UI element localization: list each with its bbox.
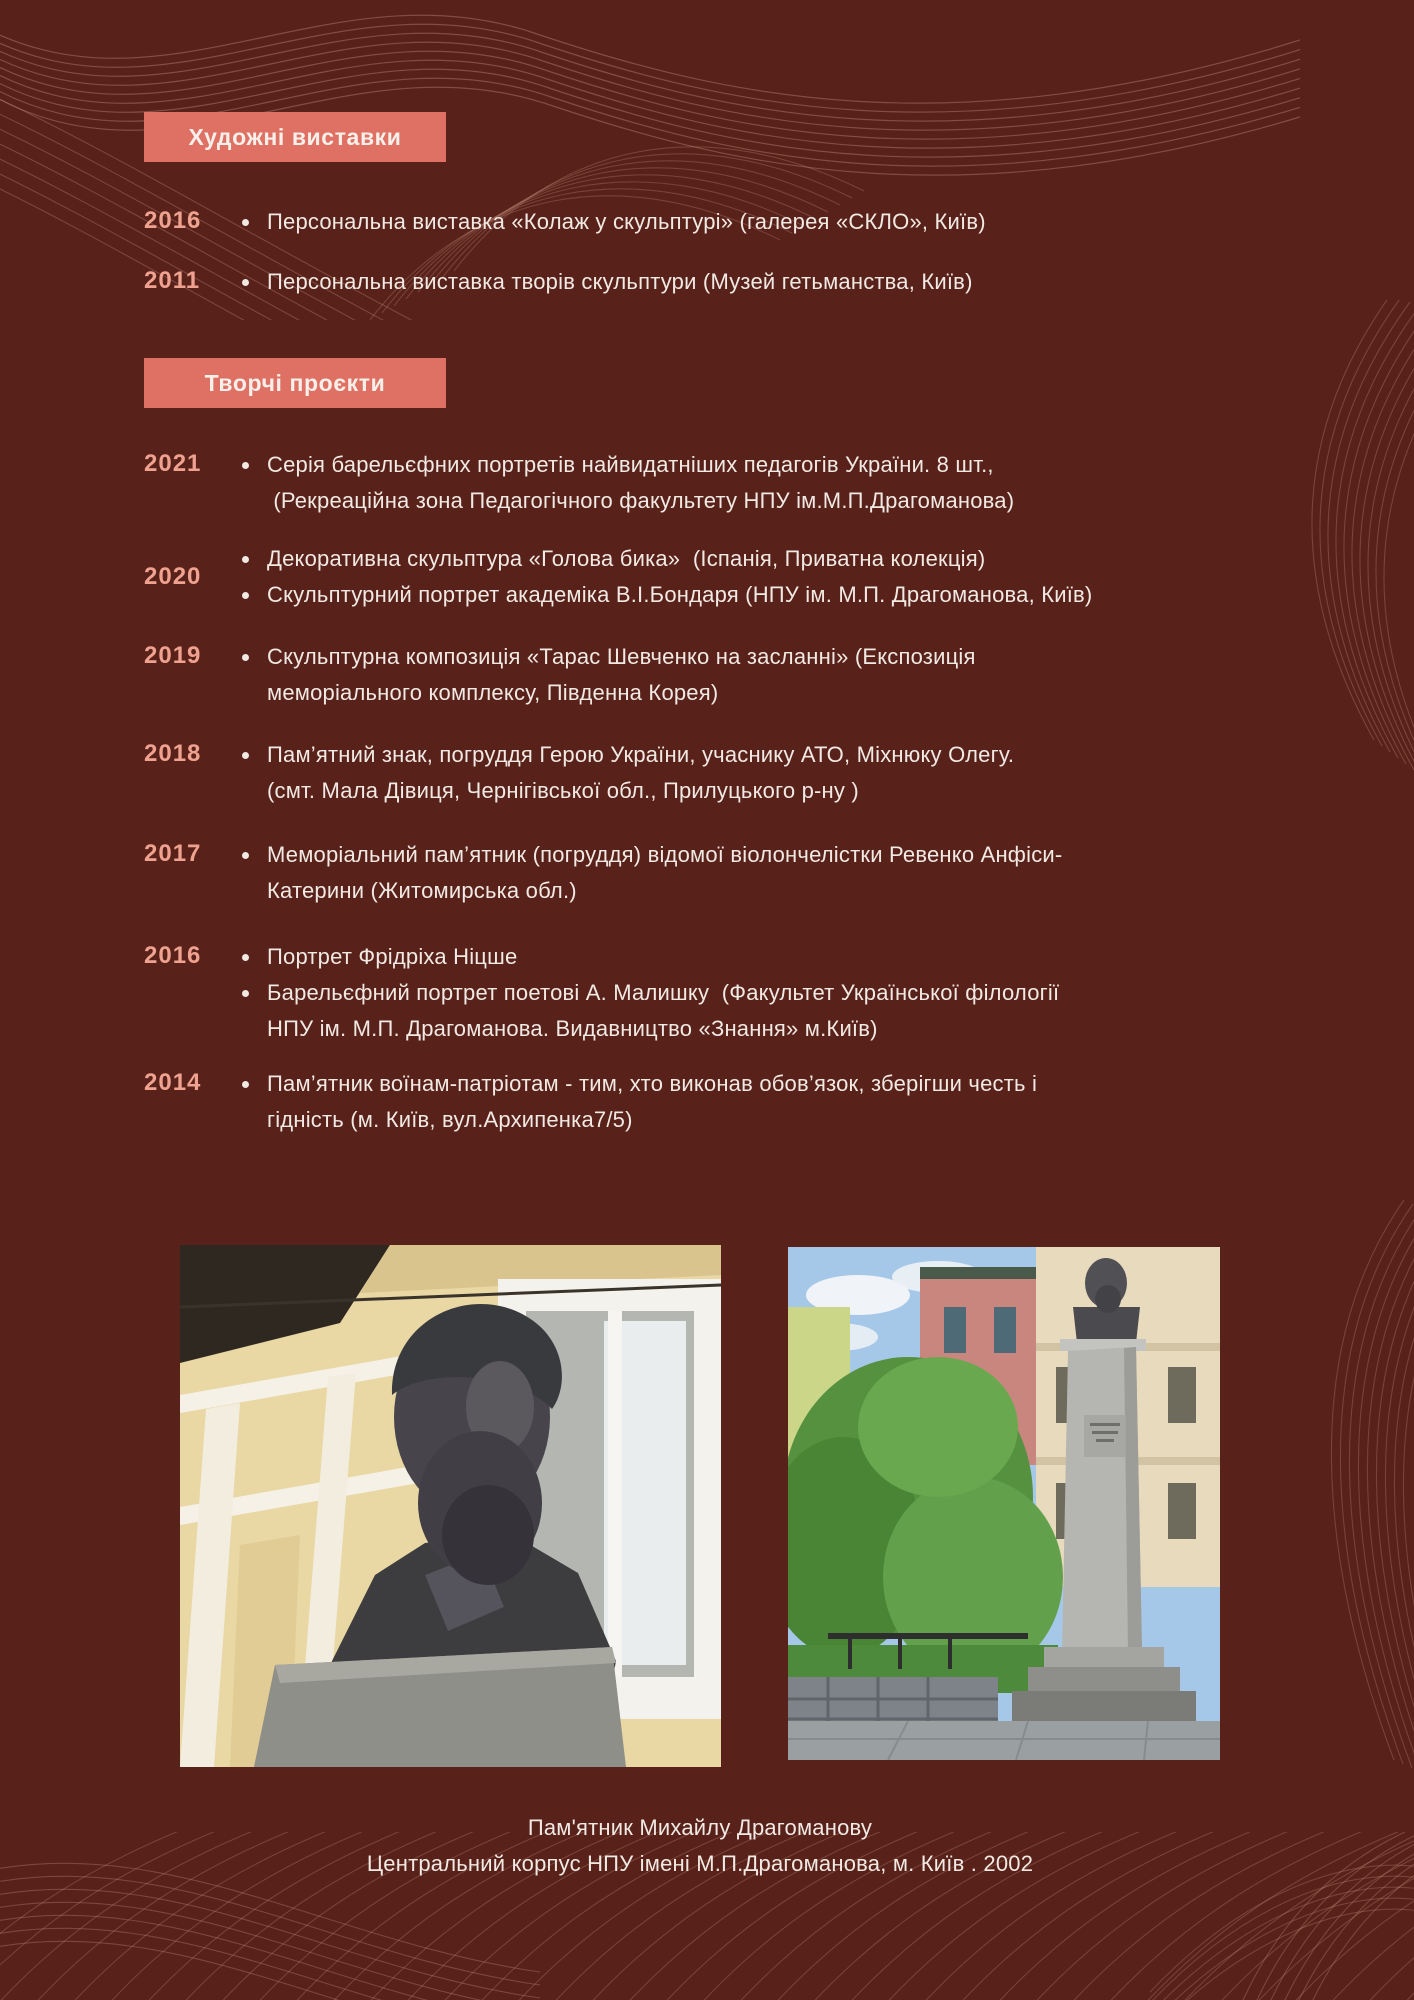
entry-text: (Рекреаційна зона Педагогічного факультету НПУ ім.М.П.Драгоманова) bbox=[267, 488, 1015, 513]
entry-year: 2018 bbox=[144, 740, 202, 767]
list-item bbox=[242, 541, 1092, 577]
section-badge-label: Художні виставки bbox=[188, 123, 402, 150]
entry-text: Скульптурний портрет академіка В.І.Бондаря (НПУ ім. М.П. Драгоманова, Київ) bbox=[267, 582, 1093, 607]
photo-bust-closeup-illustration bbox=[180, 1245, 721, 1767]
section-badge-exhibitions bbox=[144, 112, 446, 162]
list-item bbox=[242, 204, 986, 240]
photo-caption bbox=[150, 1810, 1250, 1882]
caption-line-2: Центральний корпус НПУ імені М.П.Драгоманова, м. Київ . 2002 bbox=[366, 1851, 1034, 1876]
bullet-icon bbox=[242, 654, 249, 661]
entry-project-2017 bbox=[144, 837, 1062, 909]
list-item bbox=[242, 639, 976, 711]
section-badge-label: Творчі проєкти bbox=[204, 369, 386, 396]
list-item bbox=[242, 975, 1059, 1047]
entry-text: Серія барельєфних портретів найвидатніших педагогів України. 8 шт., bbox=[267, 452, 994, 477]
bullet-icon bbox=[242, 752, 249, 759]
entry-text: Скульптурна композиція «Тарас Шевченко на засланні» (Експозиція bbox=[267, 644, 976, 669]
caption-line-1: Пам'ятник Михайлу Драгоманову bbox=[527, 1815, 873, 1840]
entry-project-2014 bbox=[144, 1066, 1037, 1138]
entry-text: Пам’ятник воїнам-патріотам - тим, хто виконав обов’язок, зберігши честь і bbox=[267, 1071, 1038, 1096]
entry-text: Пам’ятний знак, погруддя Герою України, учаснику АТО, Міхнюку Олегу. bbox=[267, 742, 1015, 767]
bullet-icon bbox=[242, 219, 249, 226]
photo-monument-street-illustration bbox=[788, 1247, 1220, 1760]
bullet-icon bbox=[242, 462, 249, 469]
entry-project-2016 bbox=[144, 939, 1059, 1047]
entry-project-2019 bbox=[144, 639, 976, 711]
entry-text: Персональна виставка «Колаж у скульптурі» (галерея «СКЛО», Київ) bbox=[267, 209, 986, 234]
list-item bbox=[242, 939, 1059, 975]
entry-year: 2021 bbox=[144, 450, 202, 477]
section-badge-projects bbox=[144, 358, 446, 408]
list-item bbox=[242, 737, 1014, 809]
photo-bust-closeup bbox=[180, 1245, 721, 1767]
entry-year: 2020 bbox=[144, 563, 202, 590]
wave-lines-right-lower bbox=[1264, 1200, 1414, 1770]
list-item bbox=[242, 264, 973, 300]
entry-year: 2011 bbox=[144, 267, 201, 294]
wave-lines-right bbox=[1244, 300, 1414, 820]
entry-text: (смт. Мала Дівиця, Чернігівської обл., Прилуцького р-ну ) bbox=[267, 778, 859, 803]
entry-text: Катерини (Житомирська обл.) bbox=[267, 878, 577, 903]
list-item bbox=[242, 837, 1062, 909]
entry-text: Меморіальний пам’ятник (погруддя) відомої віолончелістки Ревенко Анфіси- bbox=[267, 842, 1063, 867]
entry-year: 2016 bbox=[144, 207, 202, 234]
entry-exhibition-2011 bbox=[144, 264, 973, 300]
bullet-icon bbox=[242, 954, 249, 961]
list-item bbox=[242, 577, 1092, 613]
entry-text: Персональна виставка творів скульптури (Музей гетьманства, Київ) bbox=[267, 269, 973, 294]
bullet-icon bbox=[242, 990, 249, 997]
entry-year: 2019 bbox=[144, 642, 202, 669]
bullet-icon bbox=[242, 279, 249, 286]
entry-project-2018 bbox=[144, 737, 1014, 809]
entry-year: 2014 bbox=[144, 1069, 202, 1096]
entry-project-2021 bbox=[144, 447, 1014, 519]
bullet-icon bbox=[242, 1081, 249, 1088]
entry-text: НПУ ім. М.П. Драгоманова. Видавництво «Знання» м.Київ) bbox=[267, 1016, 878, 1041]
entry-project-2020 bbox=[144, 541, 1092, 613]
entry-text: гідність (м. Київ, вул.Архипенка7/5) bbox=[267, 1107, 633, 1132]
entry-year: 2016 bbox=[144, 942, 202, 969]
entry-text: меморіального комплексу, Південна Корея) bbox=[267, 680, 719, 705]
entry-text: Портрет Фрідріха Ніцше bbox=[267, 944, 518, 969]
entry-exhibition-2016 bbox=[144, 204, 986, 240]
bullet-icon bbox=[242, 592, 249, 599]
entry-year: 2017 bbox=[144, 840, 202, 867]
photo-monument-street bbox=[788, 1247, 1220, 1760]
entry-text: Барельєфний портрет поетові А. Малишку (Факультет Української філології bbox=[267, 980, 1060, 1005]
entry-text: Декоративна скульптура «Голова бика» (Іспанія, Приватна колекція) bbox=[267, 546, 986, 571]
list-item bbox=[242, 1066, 1037, 1138]
list-item bbox=[242, 447, 1014, 519]
bullet-icon bbox=[242, 556, 249, 563]
bullet-icon bbox=[242, 852, 249, 859]
